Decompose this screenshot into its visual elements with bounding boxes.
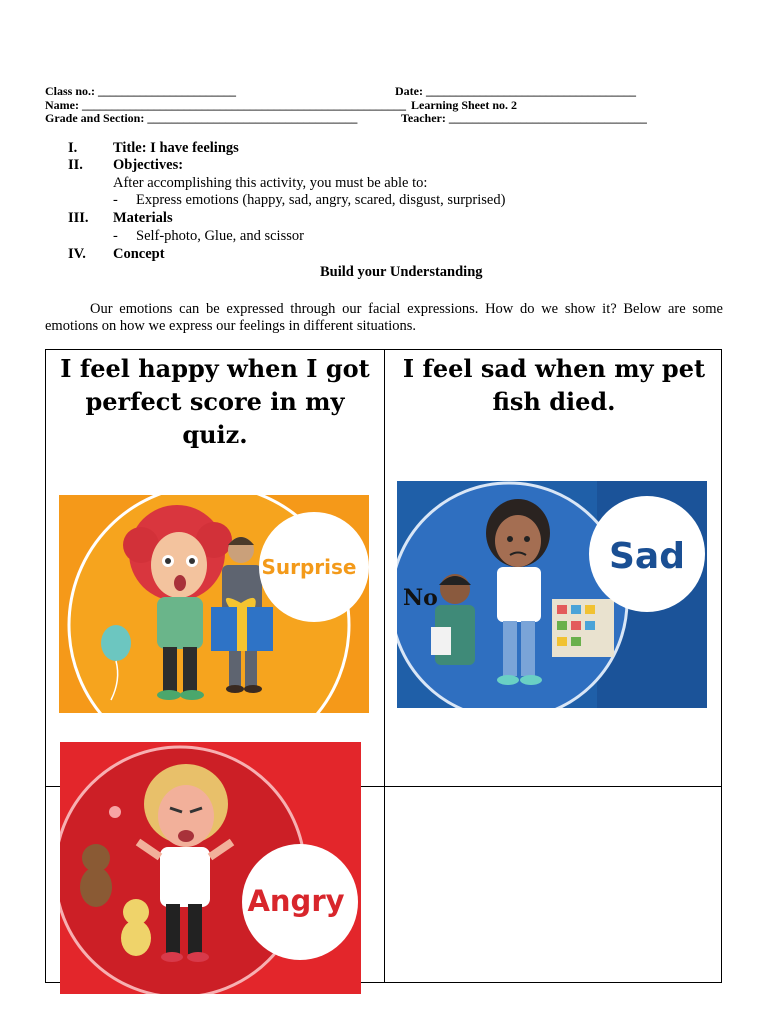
materials-item: Self-photo, Glue, and scissor (136, 228, 304, 244)
grid-divider-vertical (384, 350, 385, 982)
objective-item: Express emotions (happy, sad, angry, scared, disgust, surprised) (136, 192, 506, 208)
section-numeral-2: II. (68, 157, 83, 173)
angry-label: Angry (247, 884, 345, 918)
section-concept: Concept (113, 246, 165, 262)
section-numeral-3: III. (68, 210, 89, 226)
surprise-image (59, 495, 369, 725)
section-title: Title: I have feelings (113, 140, 239, 156)
angry-image (60, 742, 361, 994)
materials-bullet: - (113, 228, 118, 244)
subtitle: Build your Understanding (320, 264, 483, 280)
class-no-field: Class no.: _______________________ (45, 84, 237, 98)
sad-label: Sad (609, 536, 685, 577)
learning-sheet-number: Learning Sheet no. 2 (411, 98, 518, 112)
name-field: Name: ______________________________________________________ (45, 98, 406, 112)
section-materials: Materials (113, 210, 173, 226)
happy-caption: I feel happy when I got perfect score in my quiz. (60, 354, 370, 449)
intro-paragraph: Our emotions can be expressed through our facial expressions. How do we show it? Below are some emotions on how we express our feelings in different situations. (45, 301, 723, 334)
teacher-field: Teacher: _________________________________ (401, 111, 647, 125)
surprise-label: Surprise (261, 555, 357, 579)
sad-caption: I feel sad when my pet fish died. (402, 354, 706, 416)
grade-section-field: Grade and Section: ___________________________________ (45, 111, 358, 125)
section-objectives: Objectives: (113, 157, 184, 173)
date-field: Date: ___________________________________ (395, 84, 636, 98)
objective-bullet: - (113, 192, 118, 208)
sad-partial-text: No (403, 585, 438, 611)
section-numeral-1: I. (68, 140, 78, 156)
objectives-intro: After accomplishing this activity, you must be able to: (113, 175, 428, 191)
section-numeral-4: IV. (68, 246, 86, 262)
sad-image (397, 481, 707, 708)
